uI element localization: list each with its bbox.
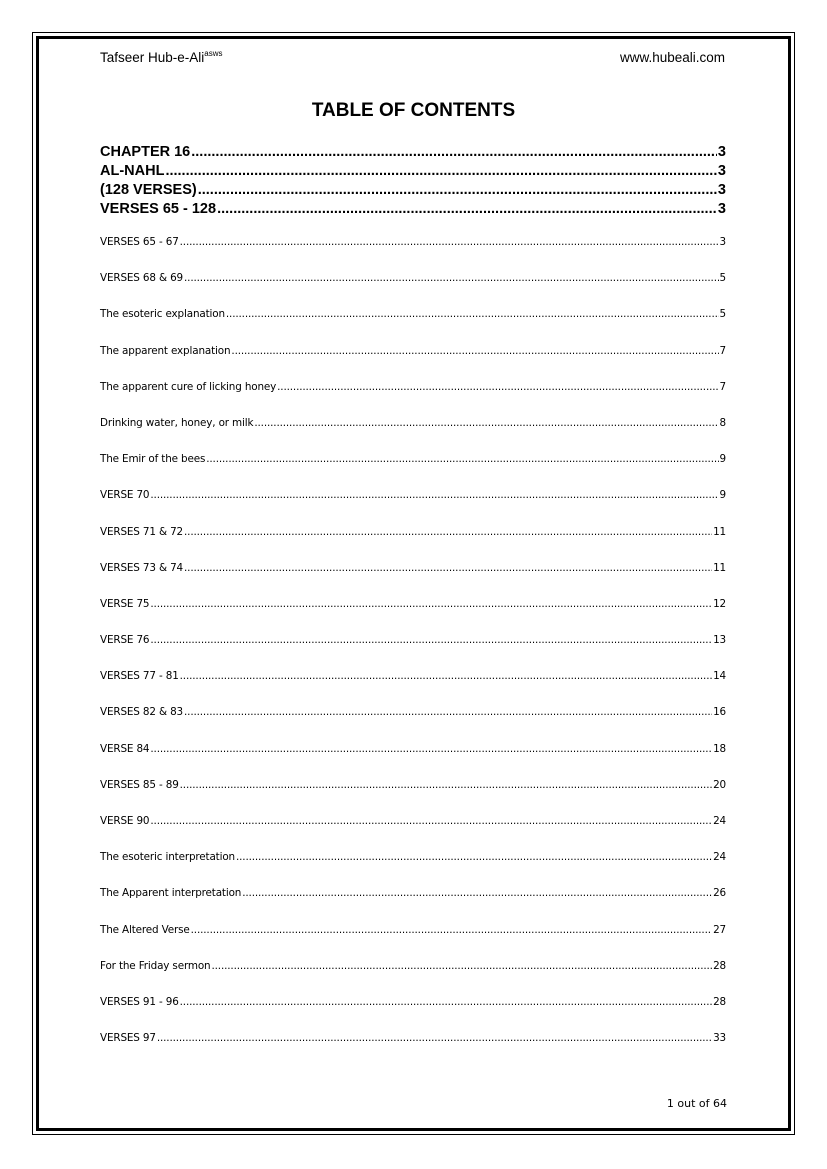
toc-entry-label: The esoteric explanation — [100, 308, 225, 321]
toc-entry-page: 11 — [713, 525, 726, 538]
toc-entry-page: 24 — [713, 815, 726, 827]
toc-entry-label: The esoteric interpretation — [100, 851, 235, 864]
book-title-text: Tafseer Hub-e-Ali — [100, 50, 205, 65]
toc-entry[interactable] — [100, 741, 726, 777]
toc-entry[interactable] — [100, 1030, 726, 1066]
toc-entry[interactable] — [100, 668, 726, 704]
toc-leader-dots — [212, 958, 713, 974]
toc-entry-label: The apparent explanation — [100, 344, 231, 357]
toc-main-entry[interactable] — [100, 181, 726, 200]
toc-entry[interactable] — [100, 922, 726, 958]
toc-entry[interactable] — [100, 524, 726, 560]
toc-entry-page: 14 — [713, 670, 726, 683]
toc-leader-dots — [242, 885, 712, 901]
toc-leader-dots — [184, 524, 712, 540]
toc-leader-dots — [150, 741, 712, 757]
toc-entry-page: 7 — [719, 344, 726, 357]
toc-leader-dots — [180, 234, 719, 250]
toc-entry-label: VERSES 65 - 128 — [100, 201, 217, 217]
toc-entry-label: VERSES 85 - 89 — [100, 778, 179, 791]
toc-entry[interactable] — [100, 415, 726, 451]
toc-entry-page: 3 — [717, 201, 726, 217]
toc-entry-label: VERSES 68 & 69 — [100, 272, 184, 285]
book-title-superscript: asws — [204, 49, 223, 58]
toc-entry-page: 18 — [713, 742, 726, 755]
toc-leader-dots — [191, 922, 712, 938]
toc-leader-dots — [277, 379, 718, 395]
toc-entry[interactable] — [100, 379, 726, 415]
toc-leader-dots — [150, 813, 712, 829]
toc-entry[interactable] — [100, 813, 726, 849]
toc-entry[interactable] — [100, 343, 726, 379]
toc-leader-dots — [165, 162, 716, 181]
toc-leader-dots — [184, 704, 712, 720]
toc-entry-label: VERSE 76 — [100, 634, 150, 647]
toc-main-entry[interactable] — [100, 143, 726, 162]
toc-entry-label: VERSE 70 — [100, 489, 150, 502]
toc-leader-dots — [157, 1030, 712, 1046]
toc-entry-label: VERSE 90 — [100, 815, 150, 827]
toc-entry[interactable] — [100, 958, 726, 994]
toc-main-entry[interactable] — [100, 200, 726, 219]
toc-entry-label: For the Friday sermon — [100, 959, 211, 972]
toc-entry-page: 5 — [719, 272, 726, 285]
toc-leader-dots — [150, 632, 712, 648]
toc-leader-dots — [191, 143, 717, 162]
page-indicator: 1 out of 64 — [666, 1097, 727, 1110]
toc-entry-page: 20 — [713, 778, 726, 791]
toc-entry-page: 28 — [713, 959, 726, 972]
toc-entry-page: 24 — [713, 851, 726, 864]
toc-entry-label: VERSES 73 & 74 — [100, 561, 184, 574]
toc-entry-page: 8 — [719, 416, 726, 429]
toc-entry-label: AL-NAHL — [100, 163, 165, 179]
toc-entry[interactable] — [100, 270, 726, 306]
toc-entry[interactable] — [100, 306, 726, 342]
toc-leader-dots — [217, 200, 717, 219]
toc-entry-label: VERSE 75 — [100, 597, 150, 610]
toc-entry[interactable] — [100, 704, 726, 740]
toc-entry[interactable] — [100, 234, 726, 270]
toc-leader-dots — [184, 270, 719, 286]
toc-entry[interactable] — [100, 632, 726, 668]
toc-entries — [100, 234, 726, 1066]
toc-entry-label: VERSES 97 — [100, 1032, 156, 1045]
toc-main-entry[interactable] — [100, 162, 726, 181]
toc-entry[interactable] — [100, 560, 726, 596]
toc-leader-dots — [198, 181, 717, 200]
toc-entry-page: 16 — [713, 706, 726, 719]
toc-entry-page: 27 — [713, 923, 726, 936]
toc-entry-label: VERSES 82 & 83 — [100, 706, 184, 719]
toc-entry[interactable] — [100, 596, 726, 632]
toc-leader-dots — [236, 849, 712, 865]
toc-entry-label: CHAPTER 16 — [100, 144, 191, 160]
toc-leader-dots — [206, 451, 718, 467]
toc-entry-page: 3 — [719, 236, 726, 248]
toc-entry-page: 33 — [713, 1032, 726, 1045]
toc-main-entries — [100, 143, 726, 219]
toc-entry[interactable] — [100, 994, 726, 1030]
toc-entry-page: 28 — [713, 995, 726, 1008]
toc-entry-label: Drinking water, honey, or milk — [100, 416, 254, 429]
toc-entry-page: 13 — [713, 634, 726, 647]
toc-entry-label: VERSES 71 & 72 — [100, 525, 184, 538]
header-website[interactable]: www.hubeali.com — [619, 50, 725, 65]
toc-entry-label: (128 VERSES) — [100, 182, 197, 198]
toc-leader-dots — [180, 668, 712, 684]
toc-entry-label: The apparent cure of licking honey — [100, 380, 277, 393]
toc-entry-label: VERSES 77 - 81 — [100, 670, 179, 683]
toc-entry-label: VERSE 84 — [100, 742, 150, 755]
toc-leader-dots — [254, 415, 718, 431]
toc-entry[interactable] — [100, 487, 726, 523]
header-book-title — [100, 49, 223, 65]
toc-title: TABLE OF CONTENTS — [311, 100, 516, 121]
toc-entry-page: 5 — [719, 308, 726, 321]
toc-entry-page: 3 — [717, 144, 726, 160]
toc-entry-label: VERSES 65 - 67 — [100, 236, 179, 248]
toc-entry[interactable] — [100, 451, 726, 487]
toc-entry-page: 26 — [713, 887, 726, 900]
toc-entry-page: 11 — [713, 561, 726, 574]
toc-entry-page: 3 — [717, 163, 726, 179]
toc-entry-label: The Altered Verse — [100, 923, 190, 936]
toc-entry-page: 12 — [713, 597, 726, 610]
toc-entry-page: 9 — [719, 489, 726, 502]
toc-leader-dots — [226, 306, 719, 322]
toc-leader-dots — [180, 777, 712, 793]
toc-entry-label: The Emir of the bees — [100, 453, 206, 466]
toc-entry-label: VERSES 91 - 96 — [100, 995, 179, 1008]
toc-entry-page: 3 — [717, 182, 726, 198]
toc-leader-dots — [184, 560, 712, 576]
toc-leader-dots — [150, 487, 718, 503]
toc-entry[interactable] — [100, 885, 726, 921]
toc-entry-page: 7 — [719, 380, 726, 393]
toc-leader-dots — [231, 343, 718, 359]
toc-entry[interactable] — [100, 777, 726, 813]
toc-entry[interactable] — [100, 849, 726, 885]
toc-leader-dots — [150, 596, 712, 612]
toc-leader-dots — [180, 994, 712, 1010]
toc-entry-label: The Apparent interpretation — [100, 887, 242, 900]
toc-entry-page: 9 — [719, 453, 726, 466]
